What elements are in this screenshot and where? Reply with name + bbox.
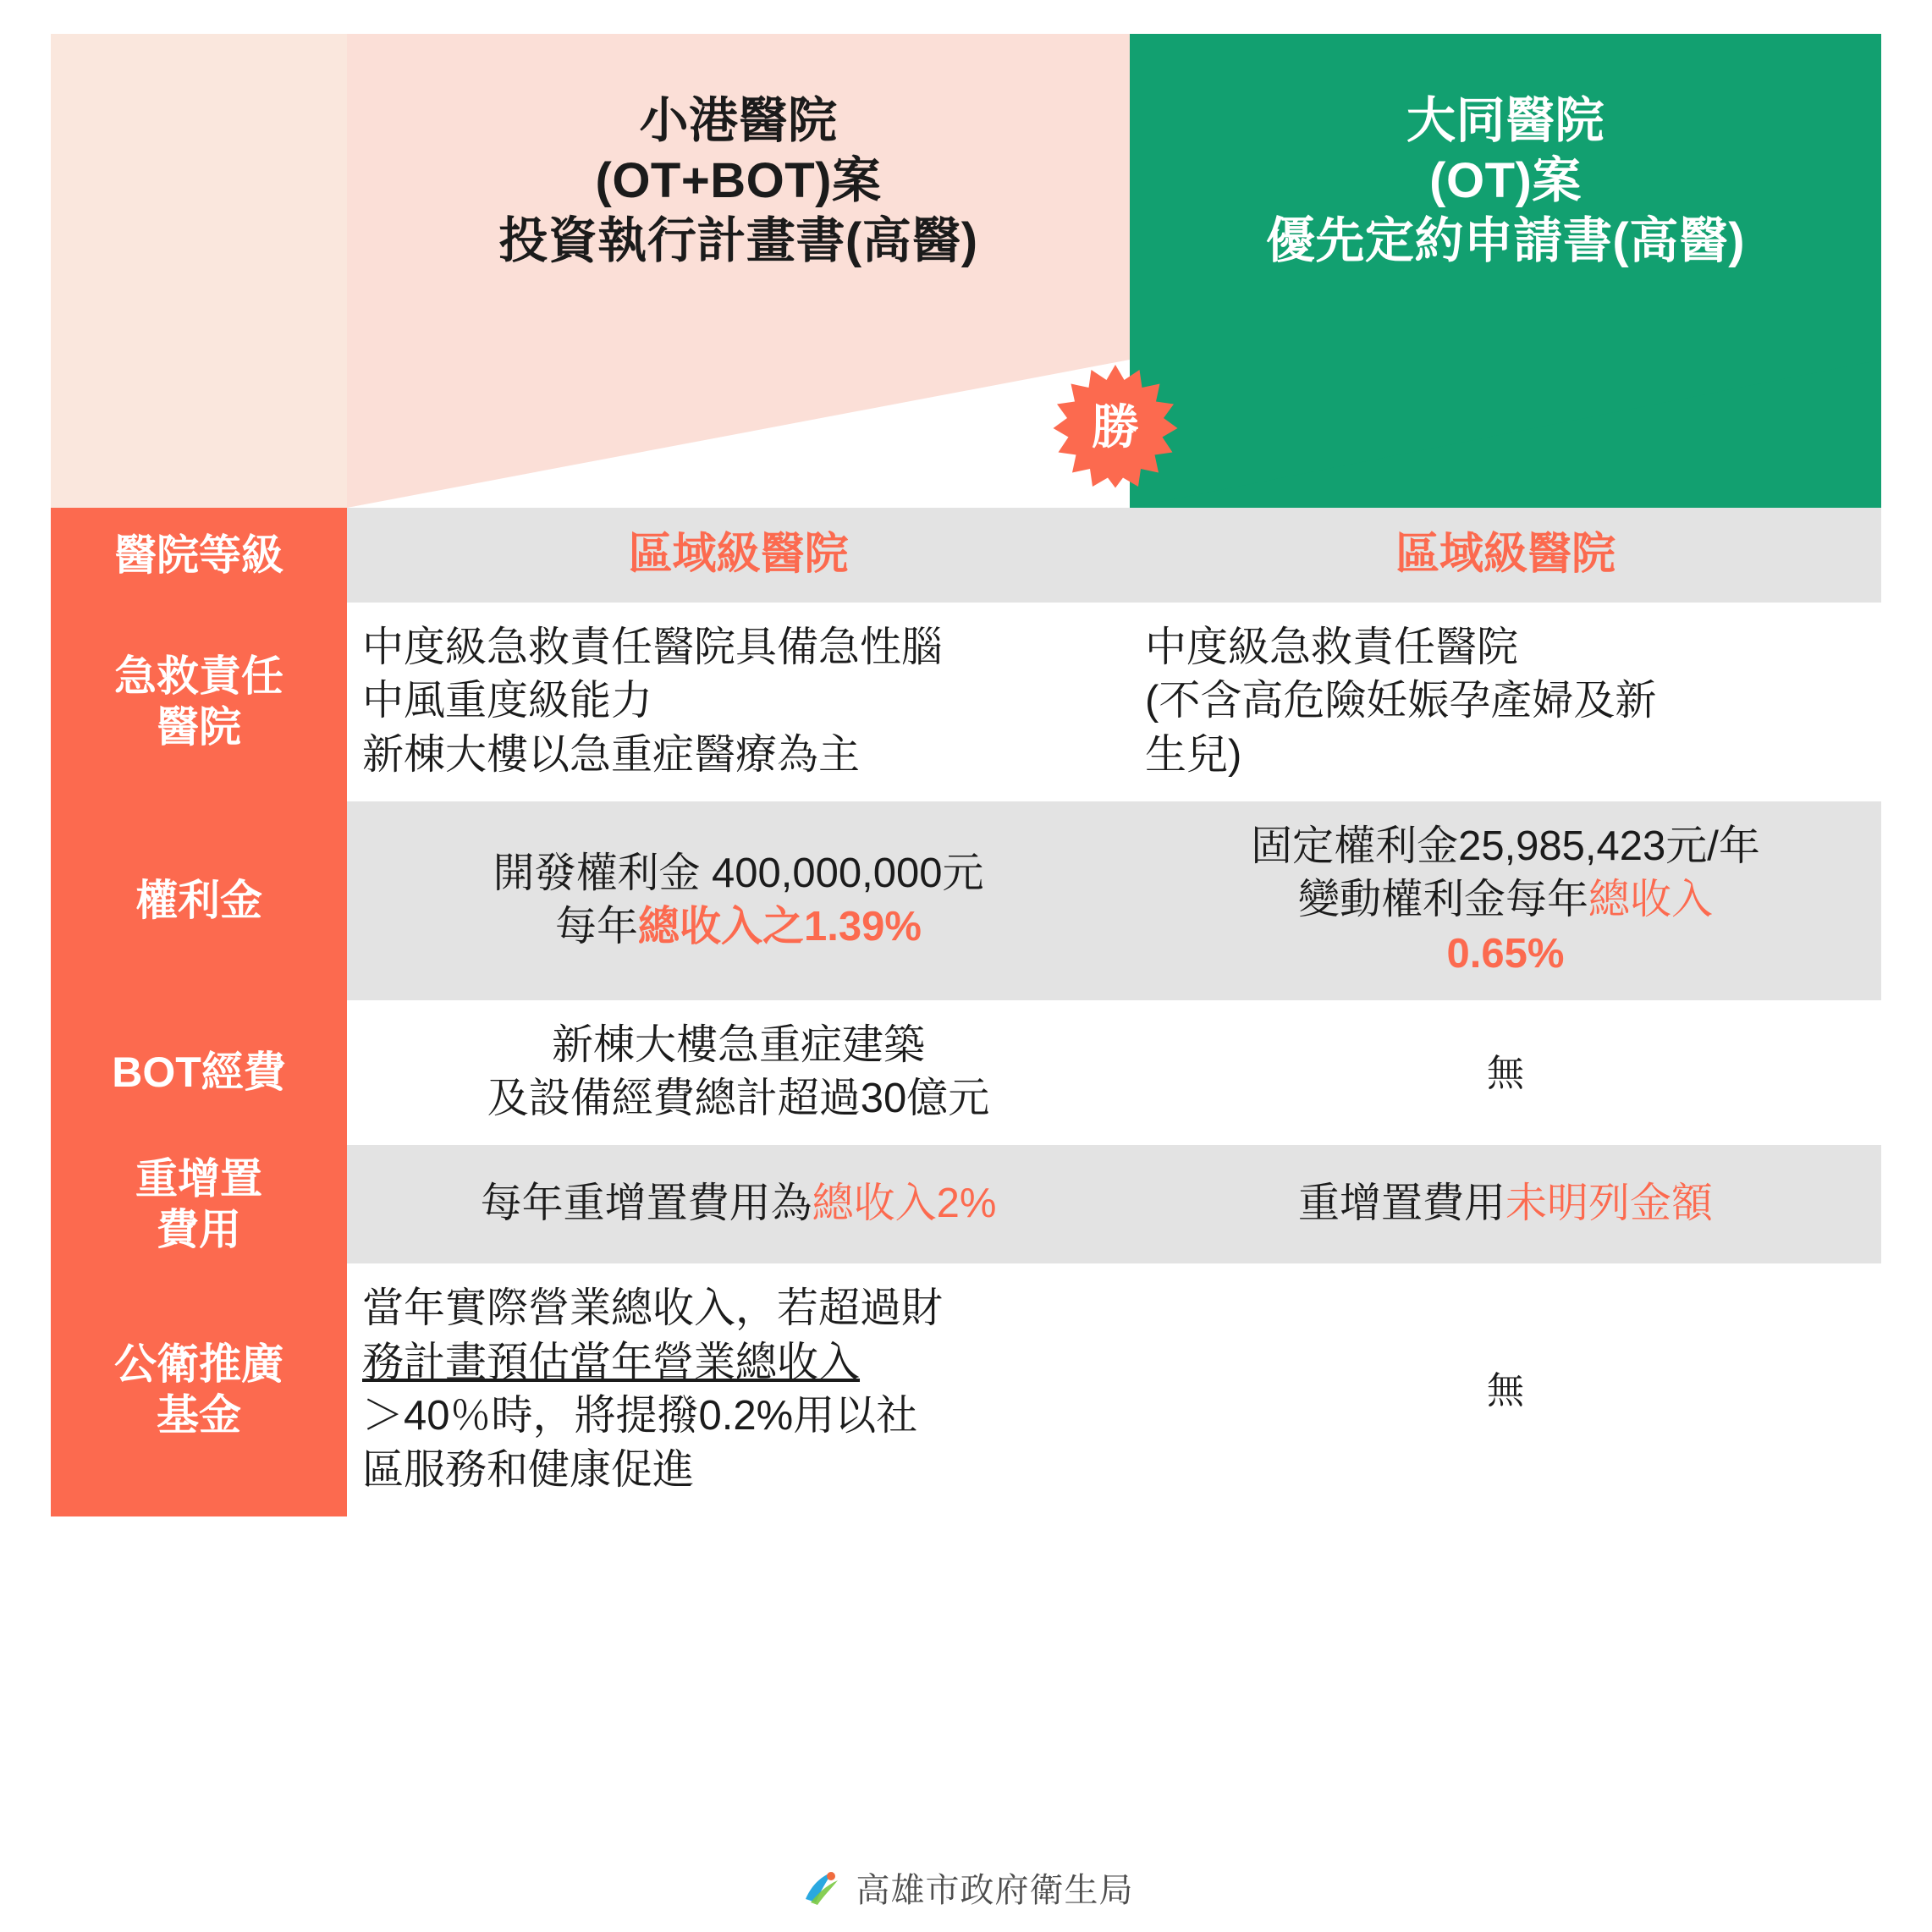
cell-text-line: 新棟大樓以急重症醫療為主 (362, 731, 861, 778)
cell-royalty-xiaogang (347, 801, 1130, 1000)
header-col-xiaogang-title (347, 34, 1130, 271)
cell-text-line: 中度級急救責任醫院 (1145, 624, 1519, 670)
cell-text-line: 固定權利金25,985,423元/年 (1251, 823, 1760, 869)
cell-text: 區域級醫院 (628, 530, 849, 579)
header-line: 投資執行計畫書(高醫) (498, 212, 978, 268)
cell-highlight: 總收入之1.39% (638, 904, 922, 950)
table-row (51, 1145, 1881, 1263)
table-header-row (51, 34, 1881, 508)
cell-emergency-xiaogang (347, 603, 1130, 801)
cell-text-line: 生兒) (1145, 731, 1242, 778)
cell-royalty-datong (1130, 801, 1881, 1000)
cell-highlight: 0.65% (1446, 931, 1565, 977)
row-label-line: 醫院 (157, 703, 241, 751)
diagonal-wedge-decoration (347, 360, 1130, 508)
cell-text: 無 (1487, 1052, 1524, 1094)
header-col-datong-title (1130, 34, 1881, 271)
cell-replacement-datong (1130, 1145, 1881, 1263)
header-line: 優先定約申請書(高醫) (1265, 212, 1746, 268)
footer-branding (0, 1863, 1932, 1912)
header-col-xiaogang (347, 34, 1139, 508)
cell-text-line: 中風重度級能力 (362, 678, 653, 724)
cell-text-part: 重增置費用 (1297, 1181, 1505, 1227)
cell-text: 區域級醫院 (1395, 530, 1616, 579)
header-corner-blank (51, 34, 347, 508)
comparison-table (51, 34, 1881, 1516)
row-label-hospital-grade: 醫院等級 (51, 508, 347, 603)
cell-bot-xiaogang (347, 1000, 1130, 1145)
row-label-bot-budget: BOT經費 (51, 1000, 347, 1145)
cell-grade-xiaogang (347, 508, 1130, 603)
cell-public-health-datong (1130, 1263, 1881, 1516)
cell-highlight: 未明列金額 (1505, 1181, 1714, 1227)
table-row (51, 603, 1881, 801)
table-row (51, 1263, 1881, 1516)
row-label-line: 費用 (157, 1206, 241, 1254)
row-label-line: 急救責任 (114, 652, 283, 701)
cell-text-line: ＞40％時，將提撥0.2%用以社 (362, 1393, 918, 1439)
cell-grade-datong (1130, 508, 1881, 603)
cell-text-part: 每年重增置費用為 (480, 1181, 812, 1227)
diagonal-wedge-decoration-right (1130, 360, 1881, 508)
table-row (51, 508, 1881, 603)
row-label-line: 重增置 (135, 1155, 262, 1203)
cell-bot-datong (1130, 1000, 1881, 1145)
cell-public-health-xiaogang (347, 1263, 1130, 1516)
cell-emergency-datong (1130, 603, 1881, 801)
table-row (51, 801, 1881, 1000)
cell-text-part: 變動權利金每年 (1297, 877, 1588, 923)
cell-text-line: 當年實際營業總收入，若超過財 (362, 1285, 944, 1332)
cell-text-line: 務計畫預估當年營業總收入 (362, 1339, 861, 1385)
cell-text-line: 及設備經費總計超過30億元 (487, 1076, 990, 1122)
header-line: 小港醫院 (639, 93, 838, 148)
row-label-replacement-cost (51, 1145, 347, 1263)
cell-text-line (359, 900, 1118, 955)
header-line: (OT+BOT)案 (595, 152, 882, 208)
kaohsiung-health-bureau-logo-icon (799, 1865, 845, 1911)
footer-org-name: 高雄市政府衛生局 (856, 1872, 1134, 1909)
header-line: (OT)案 (1429, 152, 1582, 208)
cell-text-line: 區服務和健康促進 (362, 1447, 695, 1494)
row-label-line: 基金 (157, 1391, 241, 1439)
winner-badge-label: 勝 (1092, 400, 1139, 454)
cell-text-part: 每年 (555, 904, 639, 950)
cell-text-line: 新棟大樓急重症建築 (551, 1021, 925, 1068)
row-label-royalty: 權利金 (51, 801, 347, 1000)
header-col-datong (1130, 34, 1881, 508)
row-label-public-health-fund (51, 1263, 347, 1516)
header-line: 大同醫院 (1406, 93, 1604, 148)
cell-text: 無 (1487, 1369, 1524, 1412)
cell-text-line (1142, 873, 1869, 927)
cell-text-line: (不含高危險妊娠孕產婦及新 (1145, 678, 1657, 724)
row-label-emergency-duty (51, 603, 347, 801)
row-label-line: 公衛推廣 (114, 1340, 283, 1389)
cell-replacement-xiaogang (347, 1145, 1130, 1263)
cell-highlight: 總收入 (1588, 877, 1714, 923)
cell-text-line: 開發權利金 400,000,000元 (493, 850, 984, 896)
cell-text-line: 中度級急救責任醫院具備急性腦 (362, 624, 944, 670)
winner-badge (1052, 362, 1179, 489)
cell-highlight: 總收入2% (812, 1181, 997, 1227)
table-row (51, 1000, 1881, 1145)
